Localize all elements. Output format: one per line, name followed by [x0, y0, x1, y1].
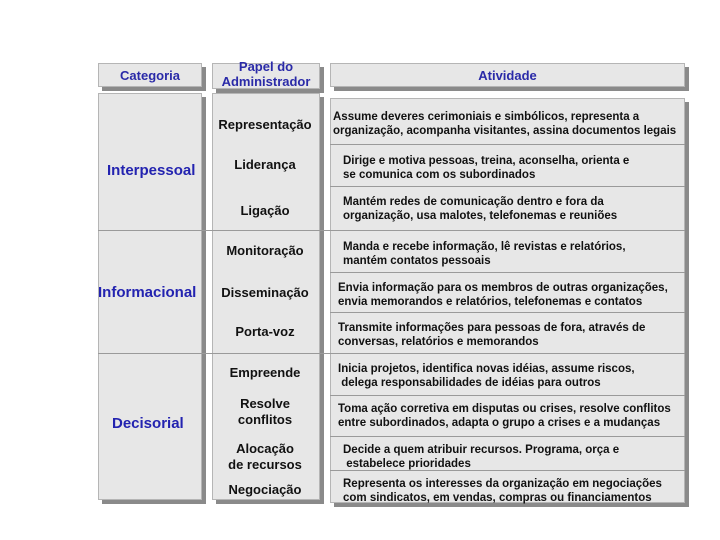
role-lideranca: [210, 157, 320, 173]
role-line: Empreende: [229, 365, 301, 380]
category-decisorial: Decisorial: [112, 415, 184, 432]
activity-line: conversas, relatórios e memorandos: [338, 336, 539, 348]
role-line: Alocação: [236, 441, 294, 456]
header-role: [205, 59, 327, 89]
activity-line: Dirige e motiva pessoas, treina, aconselha, orienta e: [343, 155, 630, 167]
category-informacional: Informacional: [98, 284, 197, 301]
activity-line: se comunica com os subordinados: [343, 169, 536, 181]
header-role-line2: Administrador: [221, 74, 311, 89]
role-resolve-conflitos: [210, 396, 320, 428]
activity-representacao: [333, 110, 685, 138]
activity-line: Mantém redes de comunicação dentro e fora da: [343, 196, 604, 208]
activity-line: Manda e recebe informação, lê revistas e relatórios,: [343, 241, 626, 253]
role-line: Ligação: [240, 203, 290, 218]
role-line: conflitos: [237, 412, 293, 427]
group-divider: [98, 230, 685, 231]
activity-lideranca: [343, 154, 695, 182]
activity-ligacao: [343, 195, 695, 223]
role-line: Liderança: [234, 157, 296, 172]
role-line: Porta-voz: [235, 324, 295, 339]
activity-line: Envia informação para os membros de outras organizações,: [338, 282, 668, 294]
activity-line: Decide a quem atribuir recursos. Programa, orça e: [343, 444, 620, 456]
role-empreende: [210, 365, 320, 381]
role-line: Disseminação: [221, 285, 309, 300]
role-line: Representação: [218, 117, 312, 132]
role-ligacao: [210, 203, 320, 219]
activity-line: entre subordinados, adapta o grupo a crises e a mudanças: [338, 417, 661, 429]
activity-line: com sindicatos, em vendas, compras ou financiamentos: [343, 492, 652, 504]
activity-line: Toma ação corretiva em disputas ou crises, resolve conflitos: [338, 403, 671, 415]
activity-line: delega responsabilidades de idéias para outros: [338, 377, 601, 389]
role-line: de recursos: [228, 457, 302, 472]
header-activity: Atividade: [478, 68, 537, 83]
row-divider: [330, 436, 685, 437]
activity-monitoracao: [343, 240, 695, 268]
role-line: Resolve: [240, 396, 290, 411]
activity-line: Representa os interesses da organização em negociações: [343, 478, 662, 490]
activity-line: organização, acompanha visitantes, assina documentos legais: [333, 125, 677, 137]
role-line: Monitoração: [226, 243, 304, 258]
activity-porta-voz: [338, 321, 690, 349]
header-role-line1: Papel do: [238, 59, 294, 74]
header-category: Categoria: [120, 68, 180, 83]
activity-line: estabelece prioridades: [343, 458, 471, 470]
role-monitoracao: [210, 243, 320, 259]
role-alocacao-recursos: [210, 441, 320, 473]
row-divider: [330, 395, 685, 396]
activity-empreende: [338, 362, 690, 390]
activity-disseminacao: [338, 281, 690, 309]
row-divider: [330, 144, 685, 145]
role-negociacao: [210, 482, 320, 498]
role-porta-voz: [210, 324, 320, 340]
activity-negociacao: [343, 477, 695, 505]
group-divider: [98, 353, 685, 354]
row-divider: [330, 272, 685, 273]
role-representacao: [210, 117, 320, 133]
activity-line: Inicia projetos, identifica novas idéias, assume riscos,: [338, 363, 635, 375]
activity-line: envia memorandos e relatórios, telefonemas e contatos: [338, 296, 643, 308]
activity-line: Assume deveres cerimoniais e simbólicos, representa a: [333, 111, 640, 123]
activity-line: mantém contatos pessoais: [343, 255, 491, 267]
activity-line: organização, usa malotes, telefonemas e reuniões: [343, 210, 618, 222]
activity-alocacao-recursos: [343, 443, 695, 471]
activity-resolve-conflitos: [338, 402, 690, 430]
row-divider: [330, 312, 685, 313]
role-disseminacao: [210, 285, 320, 301]
category-interpessoal: Interpessoal: [107, 162, 196, 179]
activity-line: Transmite informações para pessoas de fora, através de: [338, 322, 646, 334]
role-line: Negociação: [228, 482, 302, 497]
row-divider: [330, 186, 685, 187]
